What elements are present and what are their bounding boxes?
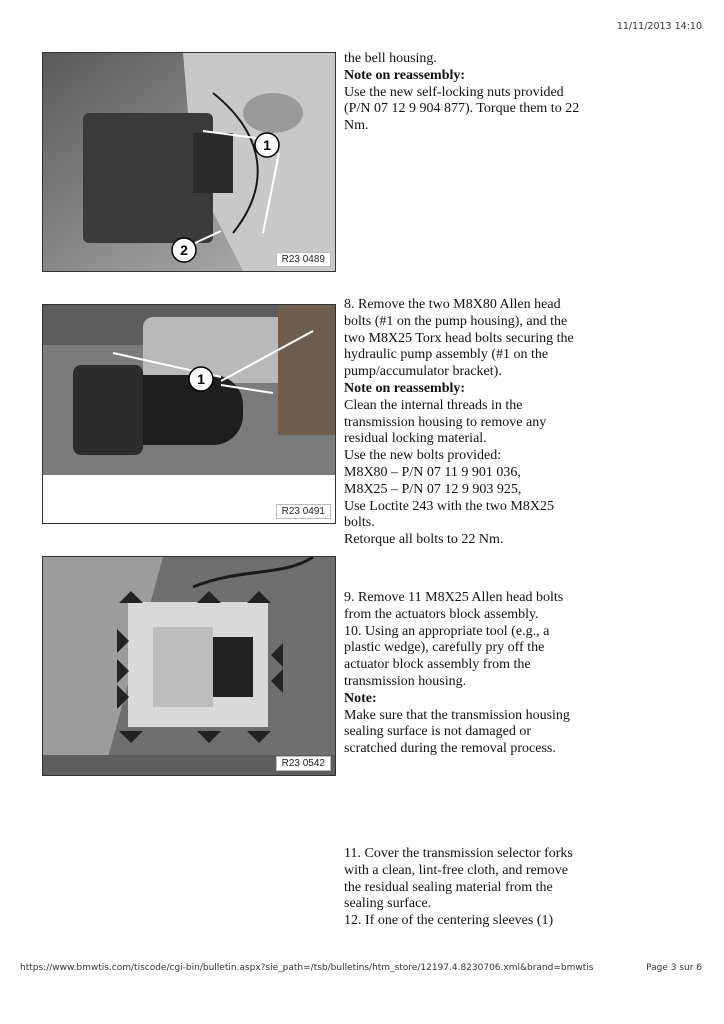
figure-caption: R23 0491 (276, 504, 331, 519)
text-line: Clean the internal threads in the (344, 397, 523, 413)
footer-url: https://www.bmwtis.com/tiscode/cgi-bin/bulletin.aspx?sie_path=/tsb/bulletins/htm_store/12197.4.8230706.xml&brand=bmwtis (20, 963, 594, 973)
text-line: Nm. (344, 118, 369, 134)
text-line: (P/N 07 12 9 904 877). Torque them to 22 (344, 101, 580, 117)
text-line: bolts. (344, 515, 375, 531)
text-line: actuator block assembly from the (344, 657, 531, 673)
text-line: Make sure that the transmission housing (344, 707, 570, 723)
text-line: scratched during the removal process. (344, 741, 556, 757)
callout-1: 1 (263, 137, 271, 153)
text-line: M8X80 – P/N 07 11 9 901 036, (344, 464, 521, 480)
text-line: 11. Cover the transmission selector forks (344, 846, 573, 861)
text-line: 10. Using an appropriate tool (e.g., a (344, 623, 550, 639)
text-line: sealing surface. (344, 896, 432, 912)
figure-photo-1 (42, 52, 336, 272)
text-block-3 (344, 590, 604, 758)
text-block-4 (344, 846, 604, 930)
callout-2: 2 (180, 242, 188, 258)
text-line: from the actuators block assembly. (344, 606, 539, 622)
figure-photo-3 (42, 556, 336, 776)
text-line: residual locking material. (344, 431, 487, 447)
note-heading: Note on reassembly: (344, 380, 466, 396)
text-line: transmission housing to remove any (344, 414, 547, 430)
text-line: plastic wedge), carefully pry off the (344, 640, 545, 656)
text-line: 12. If one of the centering sleeves (1) (344, 913, 554, 929)
text-line: with a clean, lint-free cloth, and remove (344, 862, 568, 878)
text-line: Use Loctite 243 with the two M8X25 (344, 498, 554, 514)
text-line: transmission housing. (344, 673, 467, 689)
figure-photo-2 (42, 304, 336, 524)
text-line: two M8X25 Torx head bolts securing the (344, 330, 574, 346)
print-date: 11/11/2013 14:10 (616, 21, 702, 32)
text-line: the residual sealing material from the (344, 879, 553, 895)
text-line: 9. Remove 11 M8X25 Allen head bolts (344, 590, 564, 605)
text-block-2 (344, 297, 604, 549)
text-line: bolts (#1 on the pump housing), and the (344, 313, 568, 329)
text-line: pump/accumulator bracket). (344, 364, 502, 380)
figure-caption: R23 0542 (276, 756, 331, 771)
text-line: sealing surface is not damaged or (344, 724, 531, 740)
text-line: Retorque all bolts to 22 Nm. (344, 532, 504, 548)
note-heading: Note on reassembly: (344, 67, 466, 83)
figure-caption: R23 0489 (276, 252, 331, 267)
text-line: hydraulic pump assembly (#1 on the (344, 347, 549, 363)
page-number: Page 3 sur 6 (646, 963, 702, 973)
text-line: the bell housing. (344, 51, 437, 66)
text-line: M8X25 – P/N 07 12 9 903 925, (344, 481, 522, 497)
text-block-1 (344, 51, 604, 135)
text-line: Use the new self-locking nuts provided (344, 84, 564, 100)
text-line: Use the new bolts provided: (344, 448, 502, 464)
text-line: 8. Remove the two M8X80 Allen head (344, 297, 561, 312)
note-heading: Note: (344, 690, 377, 706)
callout-1: 1 (197, 371, 205, 387)
